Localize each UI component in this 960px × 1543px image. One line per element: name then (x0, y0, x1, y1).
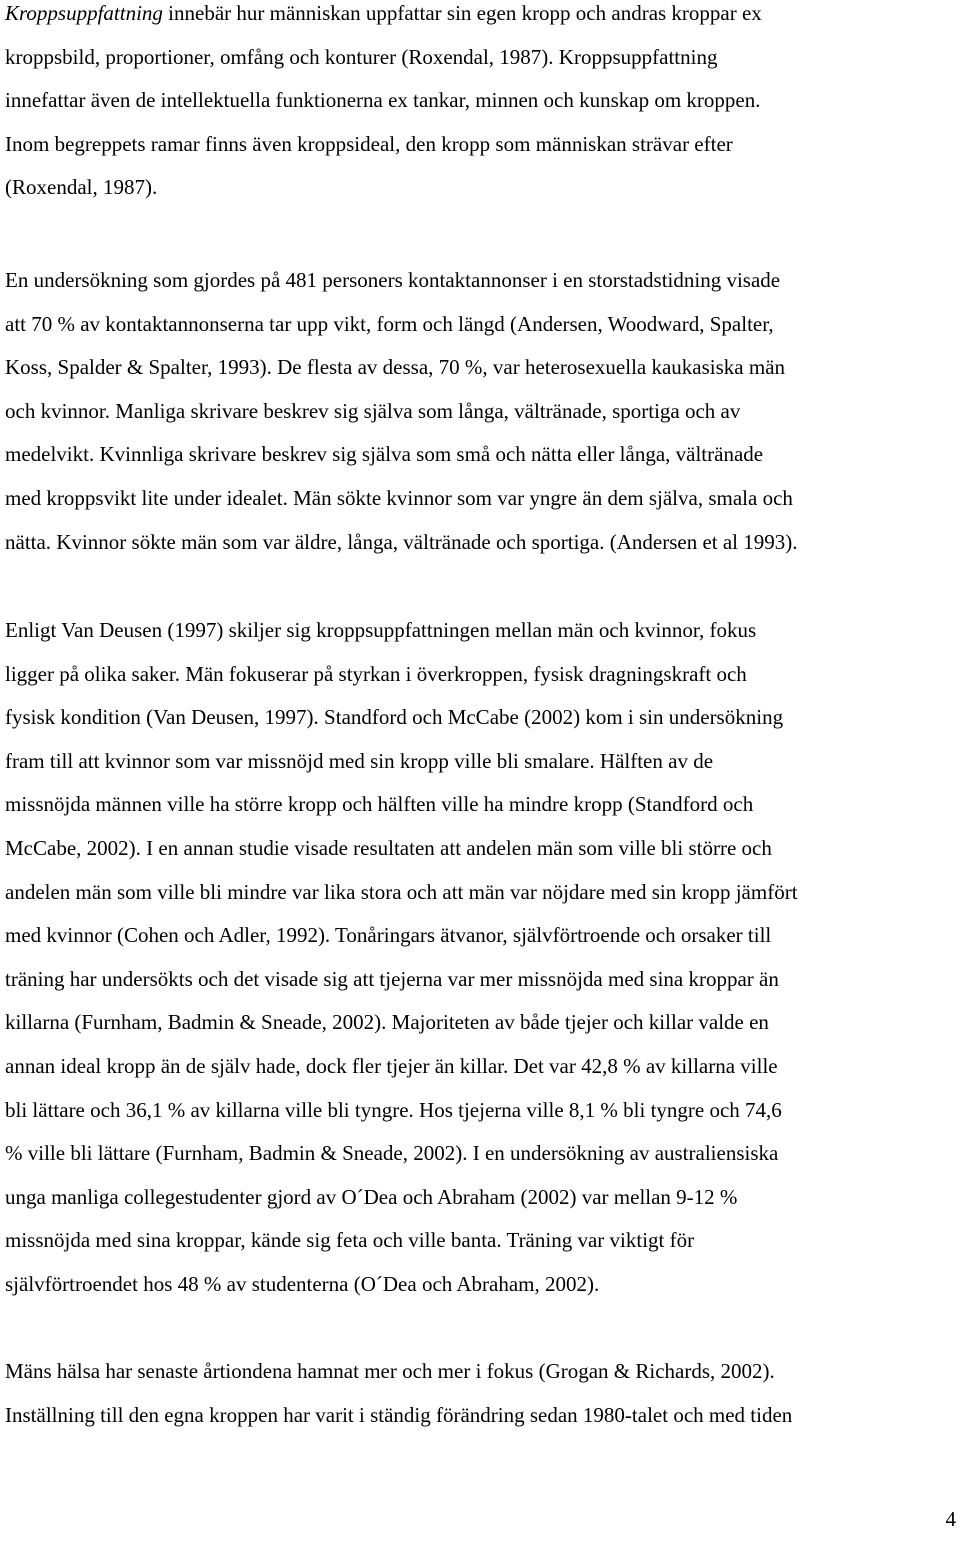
text-line: En undersökning som gjordes på 481 personers kontaktannonser i en storstadstidning visade (5, 268, 781, 292)
text-line: Inom begreppets ramar finns även kroppsideal, den kropp som människan strävar efter (5, 131, 733, 156)
text-line: unga manliga collegestudenter gjord av O´Dea och Abraham (2002) var mellan 9-12 % (5, 1184, 738, 1209)
text-line: Mäns hälsa har senaste årtiondena hamnat mer och mer i fokus (Grogan & Richards, 2002). (5, 1359, 775, 1383)
paragraph-van-deusen (5, 609, 798, 1307)
paragraph-kroppsuppfattning (5, 0, 762, 210)
text-line: medelvikt. Kvinnliga skrivare beskrev sig själva som små och nätta eller långa, vältränade (5, 442, 764, 467)
text-line: missnöjda männen ville ha större kropp och hälften ville ha mindre kropp (Standford och (5, 792, 754, 817)
text-line: Enligt Van Deusen (1997) skiljer sig kroppsuppfattningen mellan män och kvinnor, fokus (5, 618, 757, 642)
paragraph-mans-halsa (5, 1350, 792, 1437)
text-line: med kroppsvikt lite under idealet. Män sökte kvinnor som var yngre än dem själva, smala och (5, 485, 793, 510)
text-line: självförtroendet hos 48 % av studenterna (O´Dea och Abraham, 2002). (5, 1271, 600, 1296)
line-text: innebär hur människan uppfattar sin egen kropp och andras kroppar ex (162, 1, 762, 25)
text-line: innefattar även de intellektuella funktionerna ex tankar, minnen och kunskap om kroppen. (5, 88, 761, 113)
text-line: bli lättare och 36,1 % av killarna ville bli tyngre. Hos tjejerna ville 8,1 % bli tyngre och 74,6 (5, 1097, 782, 1122)
text-line: att 70 % av kontaktannonserna tar upp vikt, form och längd (Andersen, Woodward, Spalter, (5, 311, 774, 336)
text-line: Inställning till den egna kroppen har varit i ständig förändring sedan 1980-talet och med tiden (5, 1402, 793, 1427)
text-line: % ville bli lättare (Furnham, Badmin & Sneade, 2002). I en undersökning av australiensiska (5, 1141, 779, 1166)
text-line: Koss, Spalder & Spalter, 1993). De flesta av dessa, 70 %, var heterosexuella kaukasiska män (5, 355, 786, 380)
text-line: ligger på olika saker. Män fokuserar på styrkan i överkroppen, fysisk dragningskraft och (5, 661, 747, 686)
text-line: fram till att kvinnor som var missnöjd med sin kropp ville bli smalare. Hälften av de (5, 748, 714, 773)
text-line: missnöjda med sina kroppar, kände sig feta och ville banta. Träning var viktigt för (5, 1228, 695, 1253)
paragraph-kontaktannonser (5, 259, 798, 564)
text-line: annan ideal kropp än de själv hade, dock fler tjejer än killar. Det var 42,8 % av killarna ville (5, 1053, 778, 1078)
text-line: killarna (Furnham, Badmin & Sneade, 2002). Majoriteten av både tjejer och killar valde en (5, 1010, 769, 1035)
text-line: andelen män som ville bli mindre var lika stora och att män var nöjdare med sin kropp jämfört (5, 879, 798, 904)
text-line: (Roxendal, 1987). (5, 175, 158, 200)
page-number: 4 (945, 1507, 956, 1531)
text-line (5, 0, 762, 36)
text-line: kroppsbild, proportioner, omfång och konturer (Roxendal, 1987). Kroppsuppfattning (5, 44, 718, 69)
italic-term: Kroppsuppfattning (5, 1, 163, 25)
text-line: fysisk kondition (Van Deusen, 1997). Standford och McCabe (2002) kom i sin undersökning (5, 705, 784, 730)
text-line: och kvinnor. Manliga skrivare beskrev sig själva som långa, vältränade, sportiga och av (5, 398, 741, 423)
text-line: McCabe, 2002). I en annan studie visade resultaten att andelen män som ville bli större och (5, 835, 772, 860)
text-line: träning har undersökts och det visade sig att tjejerna var mer missnöjda med sina kroppar än (5, 966, 779, 991)
text-line: med kvinnor (Cohen och Adler, 1992). Tonåringars ätvanor, självförtroende och orsaker till (5, 923, 772, 948)
text-line: nätta. Kvinnor sökte män som var äldre, långa, vältränade och sportiga. (Andersen et al 1993). (5, 529, 798, 554)
